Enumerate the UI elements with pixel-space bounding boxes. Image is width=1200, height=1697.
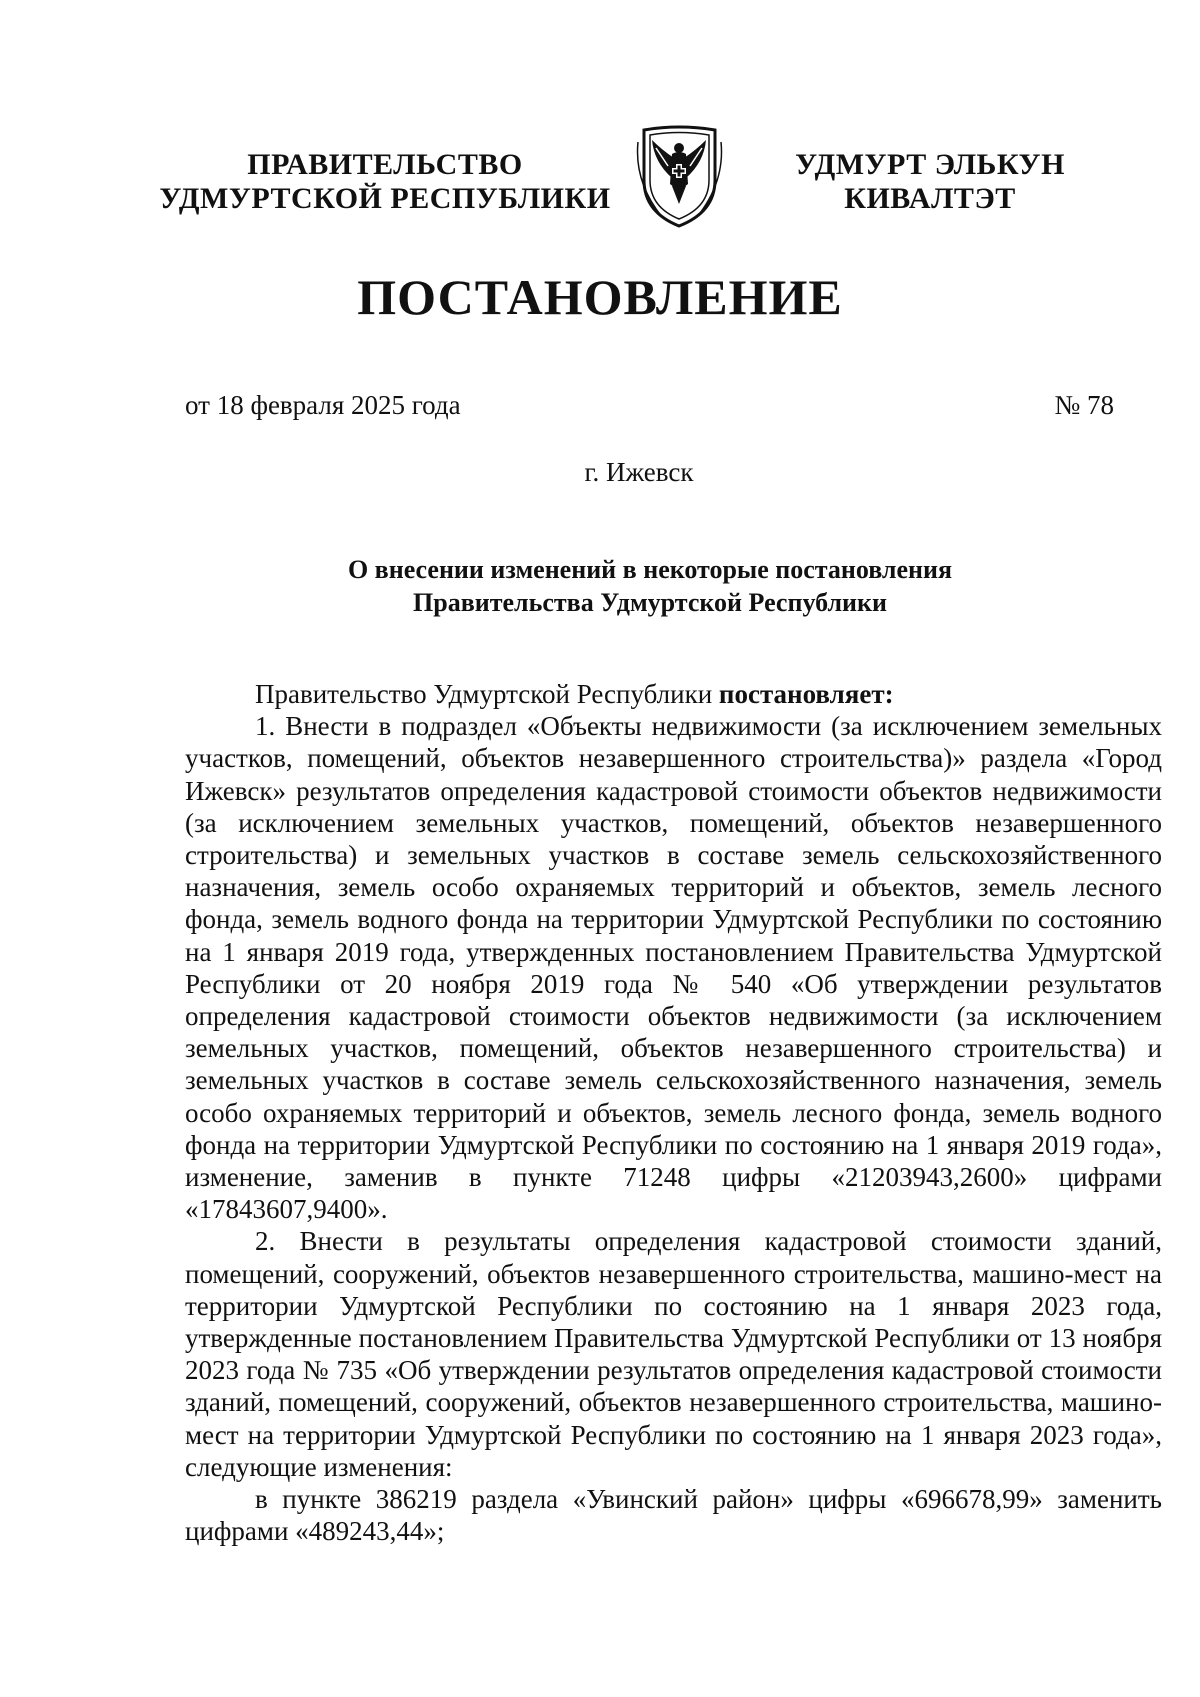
item-1-paragraph: 1. Внести в подраздел «Объекты недвижимости (за исключением земельных участков, помещений, объектов незавершенного строительства)» раздела «Город Ижевск» результатов определения кадастровой стоимости объектов недвижимости (за исключением земельных участков, помещений, объектов незавершенного строительства) и земельных участков в составе земель сельскохозяйственного назначения, земель особо охраняемых территорий и объектов, земель лесного фонда, земель водного фонда на территории Удмуртской Республики по состоянию на 1 января 2019 года, утвержденных постановлением Правительства Удмуртской Республики от 20 ноября 2019 года № 540 «Об утверждении результатов определения кадастровой стоимости объектов недвижимости (за исключением земельных участков, помещений, объектов незавершенного строительства) и земельных участков в составе земель сельскохозяйственного назначения, земель особо охраняемых территорий и объектов, земель лесного фонда, земель водного фонда на территории Удмуртской Республики по состоянию на 1 января 2019 года», изменение, заменив в пункте 71248 цифры «21203943,2600» цифрами «17843607,9400». xyxy=(185,711,1162,1225)
document-date: от 18 февраля 2025 года xyxy=(185,390,461,420)
title-line-1: О внесении изменений в некоторые постановления xyxy=(347,555,953,584)
intro-paragraph xyxy=(185,678,1162,710)
item-2-paragraph: 2. Внести в результаты определения кадастровой стоимости зданий, помещений, сооружений, объектов незавершенного строительства, машино-мест на территории Удмуртской Республики по состоянию на 1 января 2023 года, утвержденные постановлением Правительства Удмуртской Республики от 13 ноября 2023 года № 735 «Об утверждении результатов определения кадастровой стоимости зданий, помещений, сооружений, объектов незавершенного строительства, машино-мест на территории Удмуртской Республики по состоянию на 1 января 2023 года», следующие изменения: xyxy=(185,1226,1162,1482)
issuer-name-russian xyxy=(150,148,620,216)
intro-text: Правительство Удмуртской Республики xyxy=(255,679,719,709)
document-city: г. Ижевск xyxy=(584,457,694,487)
document-number: № 78 xyxy=(1054,390,1114,420)
document-title xyxy=(185,553,1115,619)
intro-verb: постановляет: xyxy=(718,679,894,709)
udmurt-coat-of-arms-icon xyxy=(632,122,727,232)
item-2-subitem-1: в пункте 386219 раздела «Увинский район» цифры «696678,99» заменить цифрами «489243,44»; xyxy=(185,1484,1162,1547)
issuer-line-1: ПРАВИТЕЛЬСТВО xyxy=(247,148,523,181)
issuer-udmurt-line-1: УДМУРТ ЭЛЬКУН xyxy=(795,148,1065,181)
issuer-line-2: УДМУРТСКОЙ РЕСПУБЛИКИ xyxy=(159,182,611,215)
title-line-2: Правительства Удмуртской Республики xyxy=(413,588,887,617)
document-body xyxy=(185,678,1162,1547)
issuer-name-udmurt xyxy=(760,148,1100,216)
document-type: ПОСТАНОВЛЕНИЕ xyxy=(357,269,843,325)
issuer-udmurt-line-2: КИВАЛТЭТ xyxy=(844,182,1016,215)
